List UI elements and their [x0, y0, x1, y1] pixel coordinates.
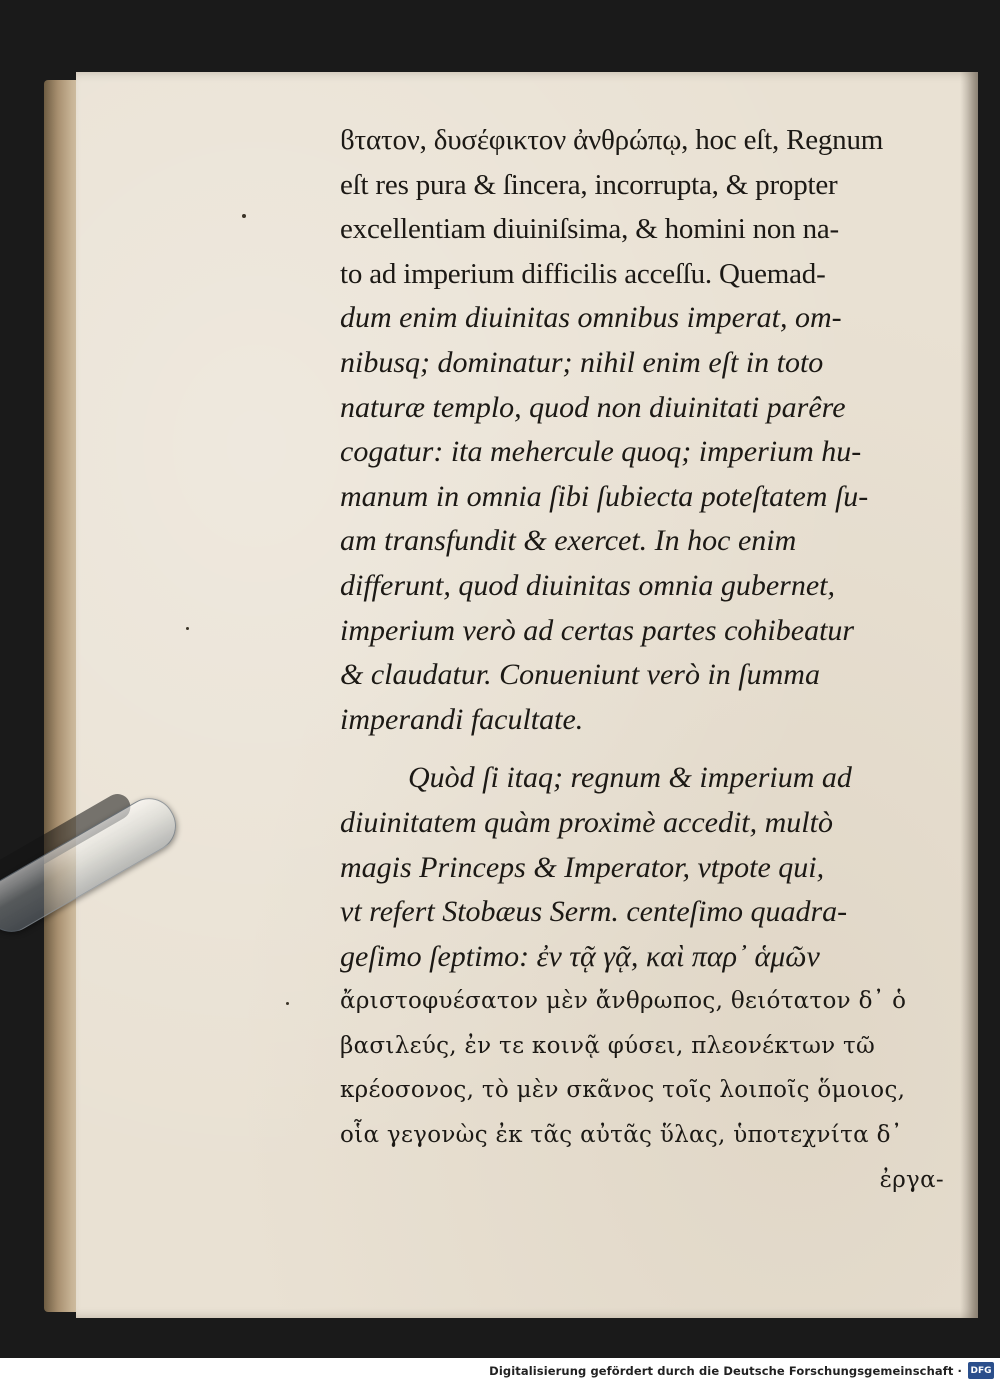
text-line-14: imperandi facultate. [340, 702, 584, 736]
text-line-21: βασιλεύς, ἐν τε κοινᾷ φύσει, πλεονέκτων τῶ [340, 1032, 876, 1059]
text-line-23: οἷα γεγονὼς ἐκ τᾶς αὐτᾶς ὕλας, ὑποτεχνίτα δ᾽ [340, 1122, 903, 1149]
dfg-logo-icon: DFG [968, 1362, 994, 1379]
text-line-20: ἄριστοφυέσατον μὲν ἄνθρωπος, θειότατον δ᾽ ὁ [340, 988, 907, 1015]
text-line-12: imperium verò ad certas partes cohibeatur [340, 613, 855, 647]
text-block [340, 118, 950, 1202]
footer-bar [0, 1358, 1000, 1384]
paper-speck [242, 214, 246, 218]
catchword: ἐργα- [879, 1166, 944, 1193]
text-line-16: diuinitatem quàm proximè accedit, multò [340, 805, 833, 839]
page-gutter-shadow [960, 72, 978, 1318]
text-line-7: naturæ templo, quod non diuinitati parêre [340, 390, 846, 424]
text-line-22: κρέοσονος, τὸ μὲν σκᾶνος τοῖς λοιποῖς ὅμοιος, [340, 1077, 906, 1104]
text-line-19: geſimo ſeptimo: ἐν τᾷ γᾷ, καὶ παρ᾽ ἁμῶν [340, 939, 820, 973]
text-line-8: cogatur: ita mehercule quoq; imperium hu- [340, 435, 862, 469]
text-line-10: am transfundit & exercet. In hoc enim [340, 524, 797, 558]
text-line-18: vt refert Stobæus Serm. centeſimo quadra- [340, 895, 848, 929]
text-line-1: ϐτατον, δυσέφικτον ἀνθρώπῳ, hoc eſt, Regnum [340, 124, 884, 156]
text-line-11: differunt, quod diuinitas omnia gubernet, [340, 568, 835, 602]
paper-speck [286, 1002, 289, 1005]
book-page [76, 72, 978, 1318]
text-line-5: dum enim diuinitas omnibus imperat, om- [340, 301, 842, 335]
text-line-4: to ad imperium difficilis acceſſu. Quemad- [340, 257, 826, 290]
text-line-2: eſt res pura & ſincera, incorrupta, & propter [340, 168, 838, 201]
paragraph-gap [340, 742, 950, 756]
text-line-3: excellentiam diuiniſsima, & homini non na- [340, 213, 840, 246]
paper-speck [186, 627, 189, 630]
text-line-13: & claudatur. Conueniunt verò in ſumma [340, 658, 820, 692]
text-line-17: magis Princeps & Imperator, vtpote qui, [340, 850, 825, 884]
footer-credit: Digitalisierung gefördert durch die Deutsche Forschungsgemeinschaft · [489, 1364, 962, 1378]
text-line-9: manum in omnia ſibi ſubiecta poteſtatem ſu- [340, 479, 869, 513]
text-line-15: Quòd ſi itaq; regnum & imperium ad [408, 761, 852, 795]
text-line-6: nibusq; dominatur; nihil enim eſt in toto [340, 345, 824, 379]
